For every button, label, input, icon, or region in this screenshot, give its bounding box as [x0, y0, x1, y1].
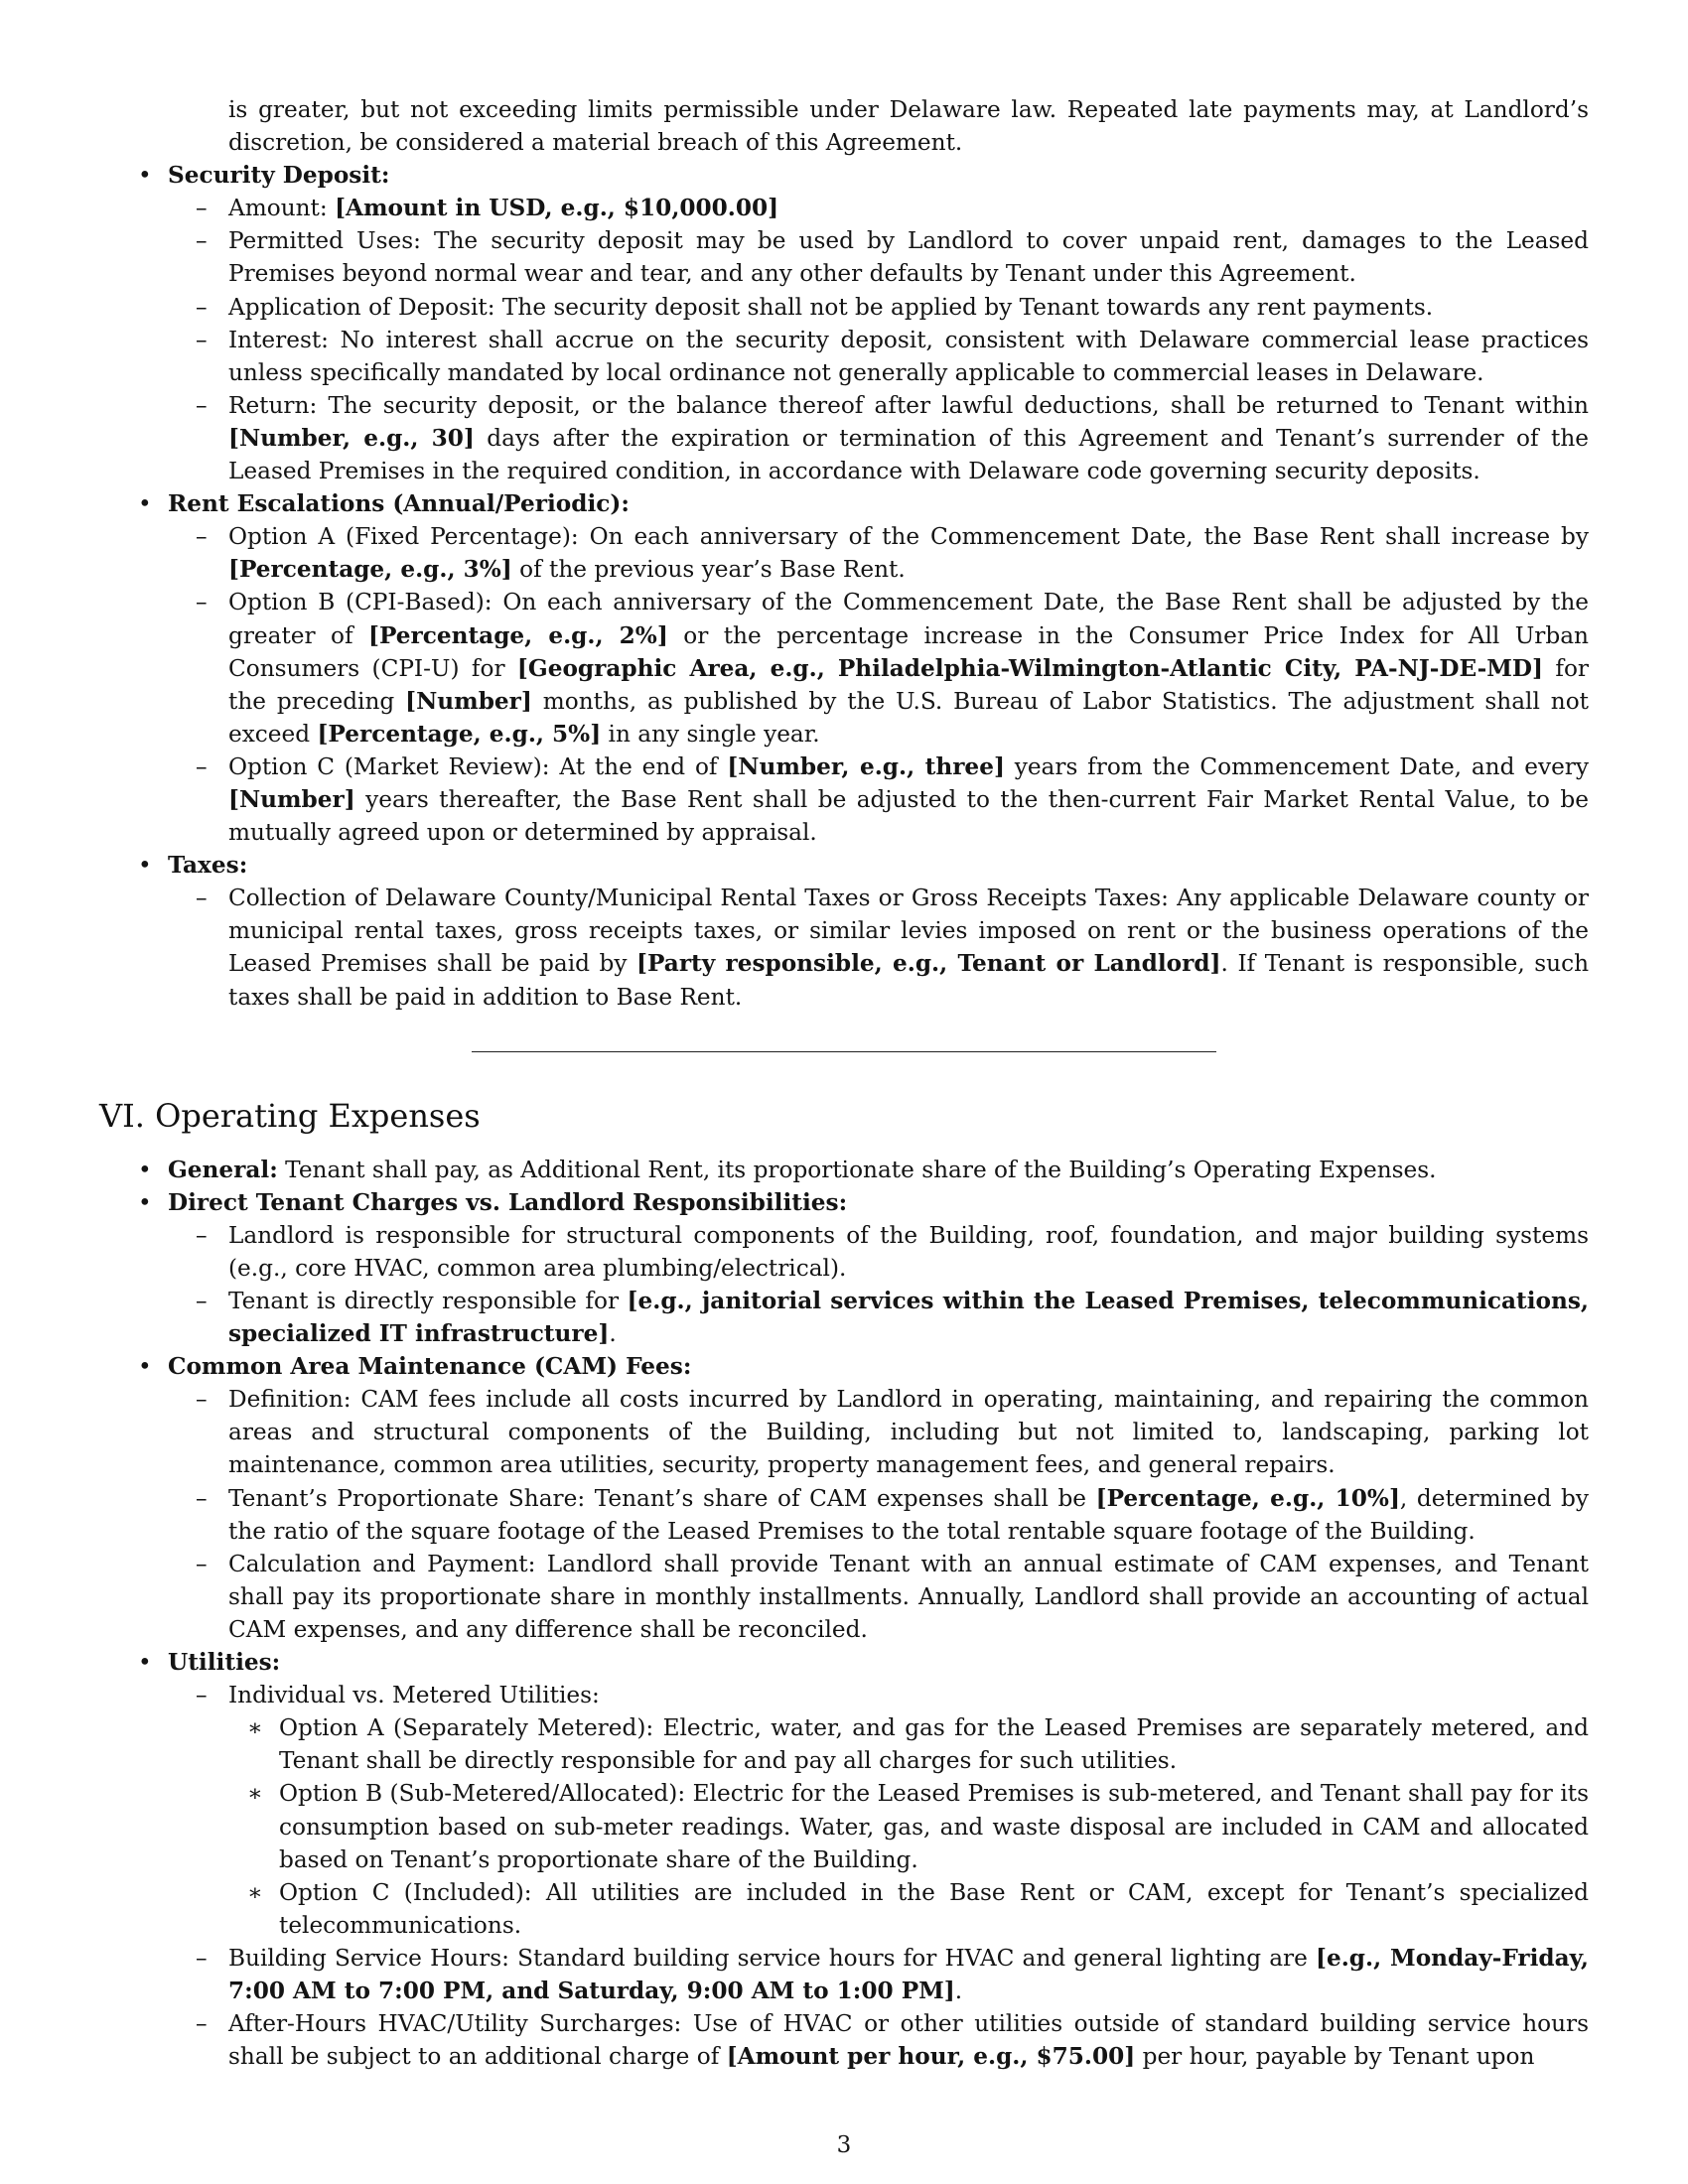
deposit-amount-item [99, 192, 1589, 224]
taxes-item [99, 849, 1589, 882]
utilities-individual-item [99, 1679, 1589, 1711]
tenant-responsibility-post: . [609, 1320, 617, 1348]
service-hours-value: [e.g., Monday-Friday, 7:00 AM to 7:00 PM, and Saturday, 9:00 AM to 1:00 PM] [228, 1944, 1589, 2004]
asterisk-marker: ∗ [247, 1878, 263, 1906]
asterisk-marker: ∗ [247, 1780, 263, 1808]
utility-option-c-item [99, 1876, 1589, 1942]
dash-marker: – [196, 1386, 208, 1414]
landlord-responsibility-item [99, 1219, 1589, 1285]
bullet-marker: • [138, 1188, 152, 1216]
utility-option-b: Option B (Sub-Metered/Allocated): Electric for the Leased Premises is sub-metered, and Tenant shall pay for its consumption based on sub-meter readings. Water, gas, and waste disposal are included in CAM and allocated based on Tenant’s proportionate share of the Building. [279, 1780, 1589, 1873]
page-number: 3 [836, 2132, 852, 2158]
section-title: VI. Operating Expenses [99, 1096, 481, 1135]
option-b-text-4: months, as published by the U.S. Bureau of Labor Statistics. The adjustment shall not exceed [228, 687, 1589, 748]
direct-charges-item [99, 1186, 1589, 1219]
taxes-collection-value: [Party responsible, e.g., Tenant or Landlord] [636, 950, 1221, 978]
rent-escalations-heading: Rent Escalations (Annual/Periodic): [168, 490, 630, 518]
taxes-collection-post: . If Tenant is responsible, such taxes shall be paid in addition to Base Rent. [228, 950, 1590, 1011]
after-hours-pre: After-Hours HVAC/Utility Surcharges: Use of HVAC or other utilities outside of standard building service hours shall be subject to an additional charge of [228, 2010, 1589, 2071]
cam-fees-item [99, 1350, 1589, 1383]
dash-marker: – [196, 1484, 208, 1512]
dash-marker: – [196, 195, 208, 222]
service-hours-post: . [954, 1977, 963, 2004]
direct-charges-heading: Direct Tenant Charges vs. Landlord Responsibilities: [168, 1188, 848, 1216]
option-a-pre: Option A (Fixed Percentage): On each anniversary of the Commencement Date, the Base Rent shall increase by [228, 523, 1589, 551]
deposit-permitted-uses: Permitted Uses: The security deposit may be used by Landlord to cover unpaid rent, damages to the Leased Premises beyond normal wear and tear, and any other defaults by Tenant under this Agreement. [228, 227, 1589, 288]
utility-option-a: Option A (Separately Metered): Electric, water, and gas for the Leased Premises are separately metered, and Tenant shall be directly responsible for and pay all charges for such utilities. [279, 1714, 1589, 1775]
dash-marker: – [196, 2010, 208, 2038]
after-hours-item [99, 2007, 1589, 2073]
option-b-value-1: [Percentage, e.g., 2%] [367, 621, 668, 649]
general-text: Tenant shall pay, as Additional Rent, its proportionate share of the Building’s Operating Expenses. [277, 1156, 1437, 1183]
document-page [99, 93, 1589, 2184]
rent-terms-list [99, 159, 1589, 1013]
utility-option-c: Option C (Included): All utilities are included in the Base Rent or CAM, except for Tenant’s specialized telecommunications. [279, 1878, 1589, 1939]
deposit-application-item [99, 291, 1589, 324]
option-c-text-2: years from the Commencement Date, and every [1004, 752, 1589, 780]
deposit-return-value: [Number, e.g., 30] [228, 424, 475, 452]
dash-marker: – [196, 293, 208, 321]
option-b-value-3: [Number] [405, 687, 532, 715]
general-label: General: [168, 1156, 278, 1183]
after-hours-post: per hour, payable by Tenant upon [1135, 2043, 1535, 2071]
tenant-responsibility-item [99, 1285, 1589, 1350]
deposit-return-item [99, 389, 1589, 487]
utilities-heading: Utilities: [168, 1649, 281, 1677]
dash-marker: – [196, 1682, 208, 1709]
deposit-application: Application of Deposit: The security deposit shall not be applied by Tenant towards any rent payments. [228, 293, 1434, 321]
dash-marker: – [196, 1550, 208, 1577]
bullet-marker: • [138, 490, 152, 518]
operating-expenses-list [99, 1154, 1589, 2074]
dash-marker: – [196, 885, 208, 912]
bullet-marker: • [138, 1649, 152, 1677]
section-divider [472, 1051, 1216, 1052]
escalation-option-b-item [99, 586, 1589, 750]
cam-share-item [99, 1482, 1589, 1548]
option-a-value: [Percentage, e.g., 3%] [228, 556, 512, 584]
option-b-value-4: [Percentage, e.g., 5%] [317, 720, 602, 748]
option-b-text-5: in any single year. [601, 720, 820, 748]
option-b-value-2: [Geographic Area, e.g., Philadelphia-Wilmington-Atlantic City, PA-NJ-DE-MD] [516, 654, 1543, 682]
tenant-responsibility-value: [e.g., janitorial services within the Leased Premises, telecommunications, specialized IT infrastructure] [228, 1288, 1589, 1348]
option-b-text-2: or the percentage increase in the Consumer Price Index for All Urban Consumers (CPI-U) for [228, 621, 1589, 682]
utilities-item [99, 1646, 1589, 1679]
security-deposit-item [99, 159, 1589, 192]
dash-marker: – [196, 1221, 208, 1249]
service-hours-item [99, 1942, 1589, 2007]
deposit-amount-label: Amount: [228, 195, 336, 222]
after-hours-value: [Amount per hour, e.g., $75.00] [726, 2043, 1136, 2071]
cam-calculation: Calculation and Payment: Landlord shall provide Tenant with an annual estimate of CAM expenses, and Tenant shall pay its proportionate share in monthly installments. Annually, Landlord shall provide an accounting of actual CAM expenses, and any difference shall be reconciled. [228, 1550, 1589, 1643]
deposit-permitted-uses-item [99, 224, 1589, 290]
escalation-option-c-item [99, 751, 1589, 849]
deposit-interest-item [99, 324, 1589, 389]
option-c-value-2: [Number] [228, 785, 355, 813]
deposit-return-post: days after the expiration or termination of this Agreement and Tenant’s surrender of the Leased Premises in the required condition, in accordance with Delaware code governing security deposits. [228, 424, 1589, 485]
service-hours-pre: Building Service Hours: Standard building service hours for HVAC and general lighting are [228, 1944, 1317, 1972]
taxes-collection-item [99, 882, 1589, 1013]
option-c-value-1: [Number, e.g., three] [727, 752, 1005, 780]
dash-marker: – [196, 523, 208, 551]
deposit-interest: Interest: No interest shall accrue on the security deposit, consistent with Delaware commercial lease practices unless specifically mandated by local ordinance not generally applicable to commercial leases in Delaware. [228, 326, 1589, 386]
rent-escalations-item [99, 487, 1589, 520]
bullet-marker: • [138, 1353, 152, 1381]
cam-definition: Definition: CAM fees include all costs incurred by Landlord in operating, maintaining, and repairing the common areas and structural components of the Building, including but not limited to, landscaping, parking lot maintenance, common area utilities, security, property management fees, and general repairs. [228, 1386, 1589, 1479]
utilities-individual: Individual vs. Metered Utilities: [228, 1682, 600, 1709]
tenant-responsibility-pre: Tenant is directly responsible for [228, 1288, 628, 1314]
intro-paragraph [228, 93, 1589, 159]
dash-marker: – [196, 589, 208, 616]
cam-share-pre: Tenant’s Proportionate Share: Tenant’s share of CAM expenses shall be [228, 1484, 1096, 1512]
dash-marker: – [196, 227, 208, 255]
asterisk-marker: ∗ [247, 1714, 263, 1742]
dash-marker: – [196, 326, 208, 353]
deposit-amount-value: [Amount in USD, e.g., $10,000.00] [335, 195, 779, 222]
dash-marker: – [196, 1288, 208, 1314]
dash-marker: – [196, 752, 208, 780]
landlord-responsibility: Landlord is responsible for structural components of the Building, roof, foundation, and major building systems (e.g., core HVAC, common area plumbing/electrical). [228, 1221, 1589, 1282]
option-c-text-1: Option C (Market Review): At the end of [228, 752, 728, 780]
escalation-option-a-item [99, 520, 1589, 586]
intro-text: is greater, but not exceeding limits permissible under Delaware law. Repeated late payments may, at Landlord’s discretion, be considered a material breach of this Agreement. [228, 96, 1589, 157]
general-item [99, 1154, 1589, 1186]
option-b-text-3: for the preceding [228, 654, 1590, 715]
bullet-marker: • [138, 852, 152, 880]
taxes-heading: Taxes: [168, 852, 248, 880]
option-c-text-3: years thereafter, the Base Rent shall be adjusted to the then-current Fair Market Rental Value, to be mutually agreed upon or determined by appraisal. [228, 785, 1589, 847]
cam-calculation-item [99, 1548, 1589, 1646]
bullet-marker: • [138, 162, 152, 190]
cam-share-value: [Percentage, e.g., 10%] [1095, 1484, 1400, 1512]
utility-option-a-item [99, 1711, 1589, 1777]
utility-option-b-item [99, 1777, 1589, 1875]
cam-definition-item [99, 1383, 1589, 1481]
dash-marker: – [196, 391, 208, 419]
dash-marker: – [196, 1944, 208, 1972]
option-a-post: of the previous year’s Base Rent. [511, 556, 906, 584]
cam-share-post: , determined by the ratio of the square footage of the Leased Premises to the total rentable square footage of the Building. [228, 1484, 1590, 1545]
taxes-collection-pre: Collection of Delaware County/Municipal Rental Taxes or Gross Receipts Taxes: Any applicable Delaware county or municipal rental taxes, gross receipts taxes, or similar levies imposed on rent or the business operations of the Leased Premises shall be paid by [228, 885, 1589, 978]
security-deposit-heading: Security Deposit: [168, 162, 390, 190]
deposit-return-pre: Return: The security deposit, or the balance thereof after lawful deductions, shall be returned to Tenant within [228, 391, 1589, 419]
cam-fees-heading: Common Area Maintenance (CAM) Fees: [168, 1353, 692, 1381]
option-b-text-1: Option B (CPI-Based): On each anniversary of the Commencement Date, the Base Rent shall be adjusted by the greater of [228, 589, 1589, 649]
bullet-marker: • [138, 1156, 152, 1183]
